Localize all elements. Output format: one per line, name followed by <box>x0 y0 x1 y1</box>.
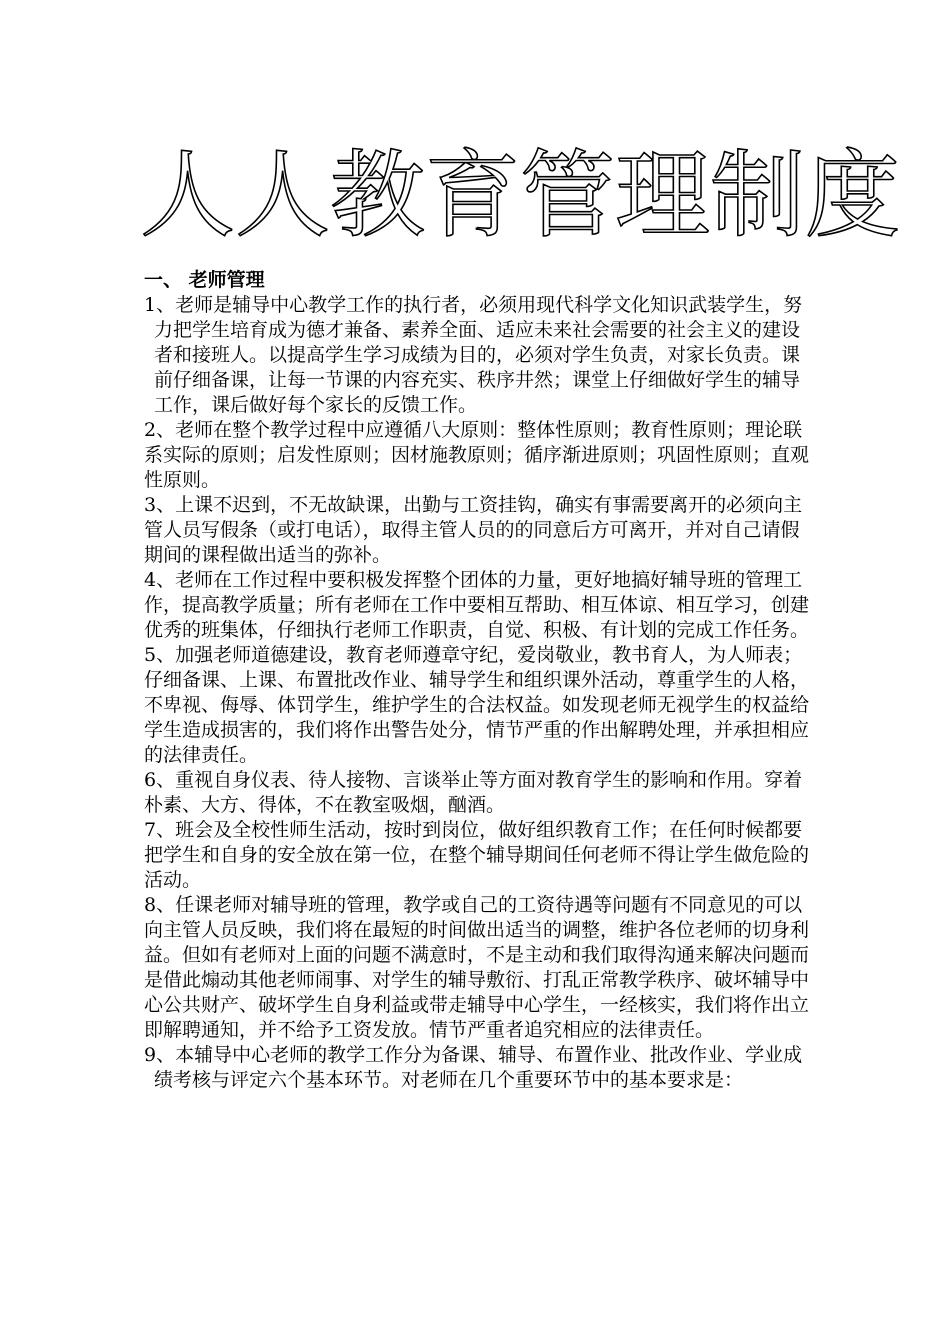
paragraph-9: 9、本辅导中心老师的教学工作分为备课、辅导、布置作业、批改作业、学业成绩考核与评定六个基本环节。对老师在几个重要环节中的基本要求是： <box>144 1044 803 1091</box>
paragraph-7: 7、班会及全校性师生活动，按时到岗位，做好组织教育工作；在任何时候都要把学生和自身的安全放在第一位，在整个辅导期间任何老师不得让学生做危险的活动。 <box>144 819 810 891</box>
paragraph-4: 4、老师在工作过程中要积极发挥整个团体的力量，更好地搞好辅导班的管理工作，提高教学质量；所有老师在工作中要相互帮助、相互体谅、相互学习，创建优秀的班集体，仔细执行老师工作职责，自觉、积极、有计划的完成工作任务。 <box>144 569 810 641</box>
section-heading: 一、 老师管理 <box>144 269 265 291</box>
paragraph-8: 8、任课老师对辅导班的管理，教学或自己的工资待遇等问题有不同意见的可以向主管人员反映，我们将在最短的时间做出适当的调整，维护各位老师的切身利益。但如有老师对上面的问题不满意时，不是主动和我们取得沟通来解决问题而是借此煽动其他老师闹事、对学生的辅导敷衍、打乱正常教学秩序、破坏辅导中心公共财产、破坏学生自身利益或带走辅导中心学生，一经核实，我们将作出立即解聘通知，并不给予工资发放。情节严重者追究相应的法律责任。 <box>144 894 810 1041</box>
paragraph-2: 2、老师在整个教学过程中应遵循八大原则：整体性原则；教育性原则；理论联系实际的原则；启发性原则；因材施教原则；循序渐进原则；巩固性原则；直观性原则。 <box>144 419 810 491</box>
paragraph-1: 1、老师是辅导中心教学工作的执行者，必须用现代科学文化知识武装学生，努力把学生培育成为德才兼备、素养全面、适应未来社会需要的社会主义的建设者和接班人。以提高学生学习成绩为目的，必须对学生负责，对家长负责。课前仔细备课，让每一节课的内容充实、秩序井然；课堂上仔细做好学生的辅导工作，课后做好每个家长的反馈工作。 <box>144 294 803 416</box>
paragraph-5: 5、加强老师道德建设，教育老师遵章守纪，爱岗敬业，教书育人，为人师表；仔细备课、上课、布置批改作业、辅导学生和组织课外活动，尊重学生的人格，不卑视、侮辱、体罚学生，维护学生的合法权益。如发现老师无视学生的权益给学生造成损害的，我们将作出警告处分，情节严重的作出解聘处理，并承担相应的法律责任。 <box>144 644 810 766</box>
document-body <box>144 268 814 1093</box>
document-title: 人人教育管理制度 <box>140 141 901 251</box>
paragraph-3: 3、上课不迟到，不无故缺课，出勤与工资挂钩，确实有事需要离开的必须向主管人员写假条（或打电话），取得主管人员的的同意后方可离开，并对自己请假期间的课程做出适当的弥补。 <box>144 494 803 566</box>
paragraph-6: 6、重视自身仪表、待人接物、言谈举止等方面对教育学生的影响和作用。穿着朴素、大方、得体，不在教室吸烟，酗酒。 <box>144 769 803 816</box>
